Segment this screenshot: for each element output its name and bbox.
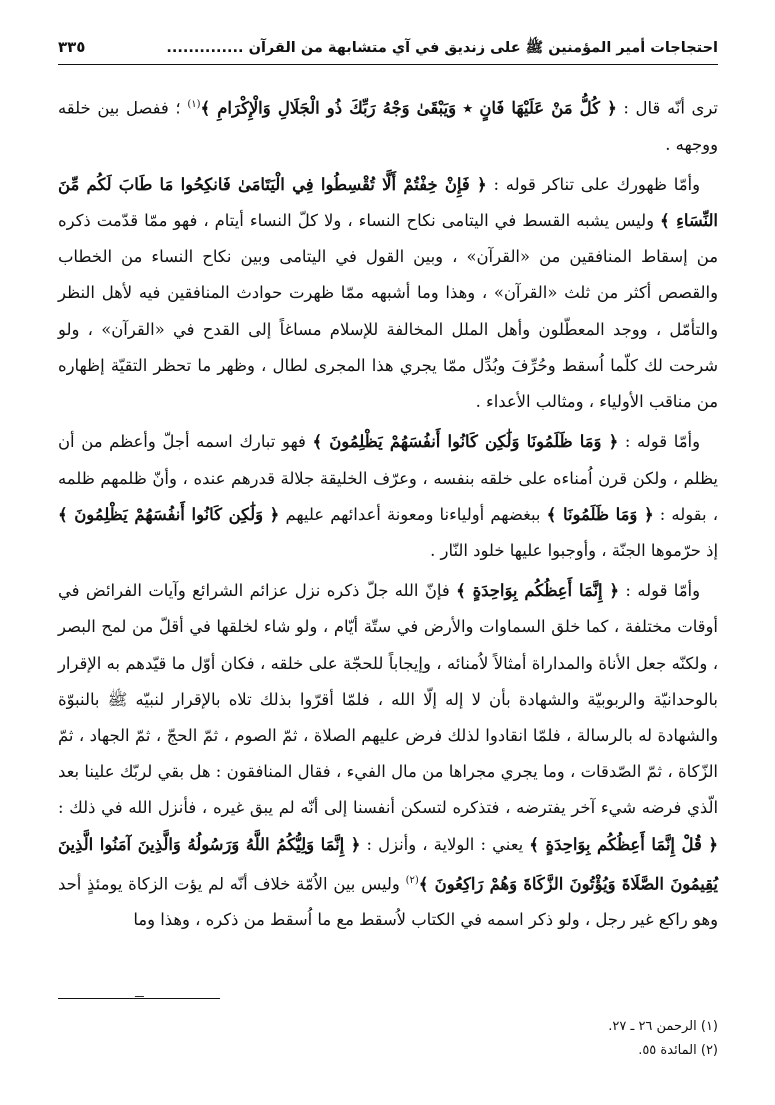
- footnote-1: (١) الرحمن ٢٦ ـ ٢٧.: [608, 1019, 718, 1034]
- quran-verse: ﴿ كُلُّ مَنْ عَلَيْهَا فَانٍ ٭ وَيَبْقَىٰ وَجْهُ رَبِّكَ ذُو الْجَلَالِ وَالْإِكْرَامِ ﴾: [200, 98, 617, 118]
- quran-verse: ﴿ قُلْ إِنَّمَا أَعِظُكُم بِوَاحِدَةٍ ﴾: [529, 834, 719, 854]
- text-run: فإنّ الله جلّ ذكره نزل عزائم الشرائع وآيات الفرائض في أوقات مختلفة ، كما خلق السماوات والأرض في ستّة أيّام ، ولو شاء لخلقها في أقلّ من لمح البصر ، ولكنّه جعل الأناة والمداراة أمثالاً لاُمنائه ، وإيجاباً للحجّة على خلقه ، فكان أوّل ما قيّدهم به الإقرار بالوحدانيّة والربوبيّة والشهادة بأن لا إله إلّا الله ، فلمّا أقرّوا بذلك تلاه بالإقرار لنبيّه ﷺ بالنبوّة والشهادة له بالرسالة ، فلمّا انقادوا لذلك فرض عليهم الصلاة ، ثمّ الصوم ، ثمّ الحجّ ، ثمّ الجهاد ، ثمّ الزّكاة ، ثمّ الصّدقات ، وما يجري مجراها من مال الفيء ، فقال المنافقون : هل بقي لربّك علينا بعد الّذي فرضه شيء آخر يفترضه ، فتذكره لتسكن أنفسنا إلى أنّه لم يبق غيره ، فأنزل الله في ذلك :: [58, 581, 718, 818]
- page-number: ٣٣٥: [58, 38, 86, 56]
- text-run: وليس بين الاُمّة خلاف أنّه لم يؤت الزكاة يومئذٍ أحد وهو راكع غير رجل ، ولو ذكر اسمه في الكتاب لاُسقط مع ما اُسقط من ذكره ، وهذا وما: [58, 874, 718, 930]
- text-run: وأمّا قوله :: [618, 432, 700, 452]
- quran-verse: ﴿ إِنَّمَا وَلِيُّكُمُ اللَّهُ وَرَسُولُهُ وَالَّذِينَ آمَنُوا الَّذِينَ يُقِيمُونَ الصَّلَاةَ وَيُؤْتُونَ الزَّكَاةَ وَهُمْ رَاكِعُونَ ﴾: [58, 834, 718, 894]
- quran-verse: ﴿ وَمَا ظَلَمُونَا وَلَٰكِن كَانُوا أَنفُسَهُمْ يَظْلِمُونَ ﴾: [312, 432, 619, 452]
- body-text: [58, 87, 718, 939]
- text-run: ؛ ففصل بين خلقه ووجهه .: [58, 98, 718, 154]
- text-run: يعني : الولاية ، وأنزل :: [360, 834, 530, 854]
- header-title-group: [166, 39, 718, 60]
- paragraph: [58, 424, 718, 569]
- text-run: وأمّا ظهورك على تناكر قوله :: [486, 174, 700, 194]
- text-run: ببغضهم أولياءنا ومعونة أعدائهم عليهم: [279, 504, 547, 524]
- paragraph: [58, 87, 718, 163]
- footnote-2: (٢) المائدة ٥٥.: [638, 1043, 718, 1058]
- paragraph: [58, 167, 718, 420]
- header-title: احتجاجات أمير المؤمنين ﷺ على زنديق في آي متشابهة من القرآن: [248, 40, 718, 56]
- text-run: وأمّا قوله :: [619, 581, 701, 601]
- running-header: [58, 38, 718, 65]
- quran-verse: ﴿ وَمَا ظَلَمُونَا ﴾: [546, 504, 654, 524]
- text-run: فهو تبارك اسمه أجلّ وأعظم من أن يظلم ، ولكن قرن اُمناءه على خلقه بنفسه ، وعرّف الخليقة جلالة قدرهم عنده ، وأنّ ظلمهم ظلمه ، بقوله :: [58, 432, 719, 524]
- header-dots: ..............: [166, 40, 244, 56]
- quran-verse: ﴿ إِنَّمَا أَعِظُكُم بِوَاحِدَةٍ ﴾: [456, 581, 620, 601]
- quran-verse: ﴿ وَلَٰكِن كَانُوا أَنفُسَهُمْ يَظْلِمُونَ ﴾: [58, 504, 280, 524]
- text-run: ترى أنّه قال :: [616, 98, 718, 118]
- footnote-mark: ـــ: [135, 989, 144, 1000]
- quran-verse: ﴿ فَإِنْ خِفْتُمْ أَلَّا تُقْسِطُوا فِي الْيَتَامَىٰ فَانكِحُوا مَا طَابَ لَكُم مِّنَ النِّسَاءِ ﴾: [58, 174, 718, 231]
- book-page: [58, 38, 718, 943]
- footnotes: [608, 1015, 718, 1063]
- text-run: إذ حرّموها الجنّة ، وأوجبوا عليها خلود النّار .: [430, 540, 718, 560]
- footnote-ref: (٢): [405, 874, 419, 886]
- paragraph: [58, 573, 718, 939]
- text-run: وليس يشبه القسط في اليتامى نكاح النساء ، ولا كلّ النساء أيتام ، فهو ممّا قدّمت ذكره من إسقاط المنافقين من «القرآن» ، وبين القول في اليتامى وبين نكاح النساء من الخطاب والقصص أكثر من ثلث «القرآن» ، وهذا وما أشبهه ممّا ظهرت حوادث المنافقين فيه لأهل النظر والتأمّل ، ووجد المعطّلون وأهل الملل المخالفة للإسلام مساغاً إلى القدح في «القرآن» ، ولو شرحت لك كلّما اُسقط وحُرِّفَ وبُدِّل ممّا يجري هذا المجرى لطال ، وظهر ما تحظر التقيّة إظهاره من مناقب الأولياء ، ومثالب الأعداء .: [58, 211, 718, 412]
- footnote-ref: (١): [187, 99, 201, 110]
